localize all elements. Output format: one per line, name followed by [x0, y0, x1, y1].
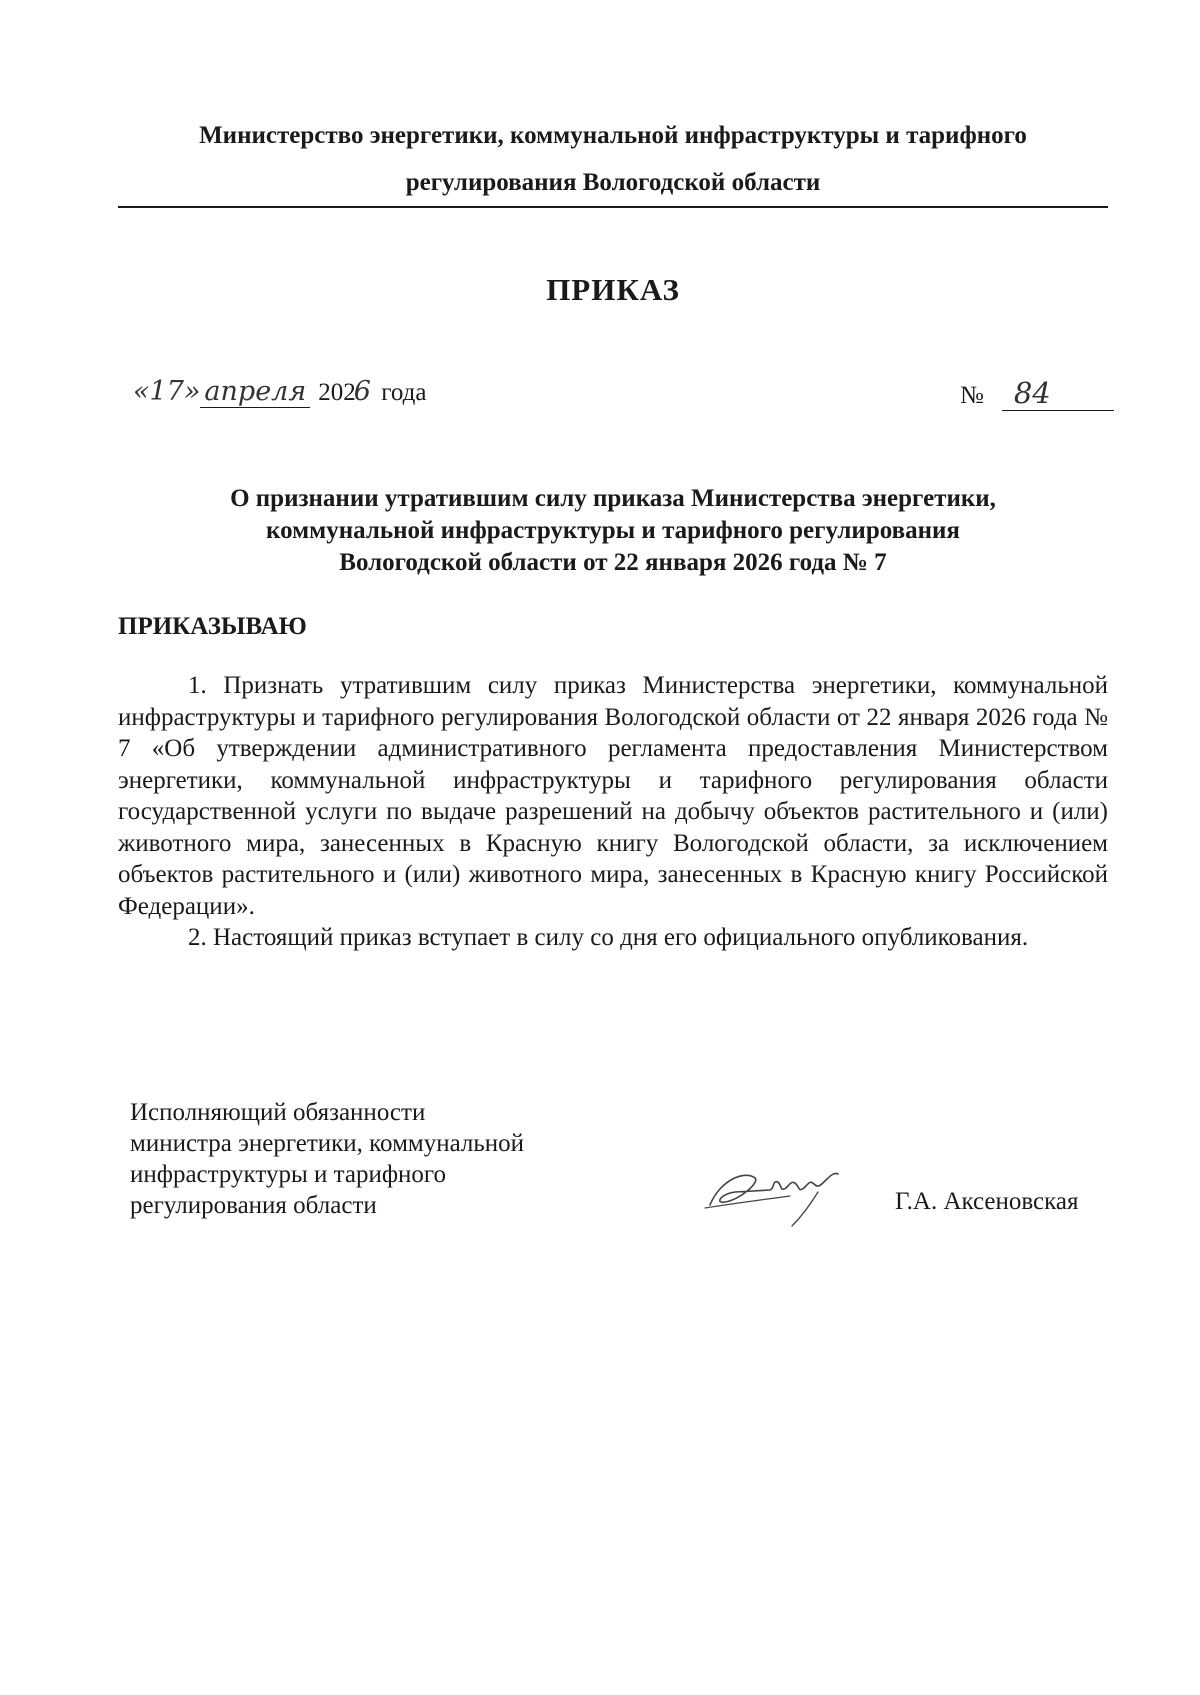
org-name-line-1: Министерство энергетики, коммунальной инфраструктуры и тарифного: [199, 122, 1027, 149]
title-line-3: Вологодской области от 22 января 2026 года № 7: [339, 549, 887, 576]
number-value: 84: [1002, 376, 1114, 411]
date-suffix: года: [381, 379, 427, 406]
organization-header: [118, 112, 1108, 206]
date-year-printed: 202: [318, 379, 356, 406]
org-name-line-2: регулирования Вологодской области: [405, 169, 821, 196]
document-body: [118, 670, 1108, 954]
header-divider: [118, 206, 1108, 208]
signatory-name: Г.А. Аксеновская: [895, 1188, 1079, 1215]
document-date: [133, 376, 426, 408]
date-year-handwritten: 6: [353, 376, 371, 407]
directive-heading: ПРИКАЗЫВАЮ: [118, 613, 307, 640]
title-line-2: коммунальной инфраструктуры и тарифного регулирования: [266, 517, 960, 544]
position-line-1: Исполняющий обязанности: [130, 1099, 426, 1126]
document-number: [960, 376, 1114, 411]
title-line-1: О признании утратившим силу приказа Министерства энергетики,: [230, 485, 996, 512]
paragraph-2: 2. Настоящий приказ вступает в силу со дня его официального опубликования.: [188, 924, 1029, 951]
date-close-quote: »: [183, 376, 201, 407]
number-sign: №: [960, 382, 984, 409]
date-open-quote: «: [133, 376, 150, 407]
date-month: апреля: [200, 376, 310, 408]
date-day: 17: [149, 376, 184, 407]
paragraph-1: 1. Признать утратившим силу приказ Министерства энергетики, коммунальной инфраструктуры и тарифного регулирования Вологодской области от 22 января 2026 года № 7 «Об утверждении административного регламента предоставления Министерством энергетики, коммунальной инфраструктуры и тарифного регулирования области государственной услуги по выдаче разрешений на добычу объектов растительного и (или) животного мира, занесенных в Красную книгу Вологодской области, за исключением объектов растительного и (или) животного мира, занесенных в Красную книгу Российской Федерации».: [118, 672, 1108, 920]
handwritten-signature: [700, 1150, 860, 1230]
position-line-2: министра энергетики, коммунальной: [130, 1130, 525, 1157]
signatory-position: [130, 1097, 524, 1221]
document-type: ПРИКАЗ: [546, 272, 680, 307]
document-title: [118, 483, 1108, 579]
position-line-3: инфраструктуры и тарифного: [130, 1161, 447, 1188]
position-line-4: регулирования области: [130, 1192, 377, 1219]
